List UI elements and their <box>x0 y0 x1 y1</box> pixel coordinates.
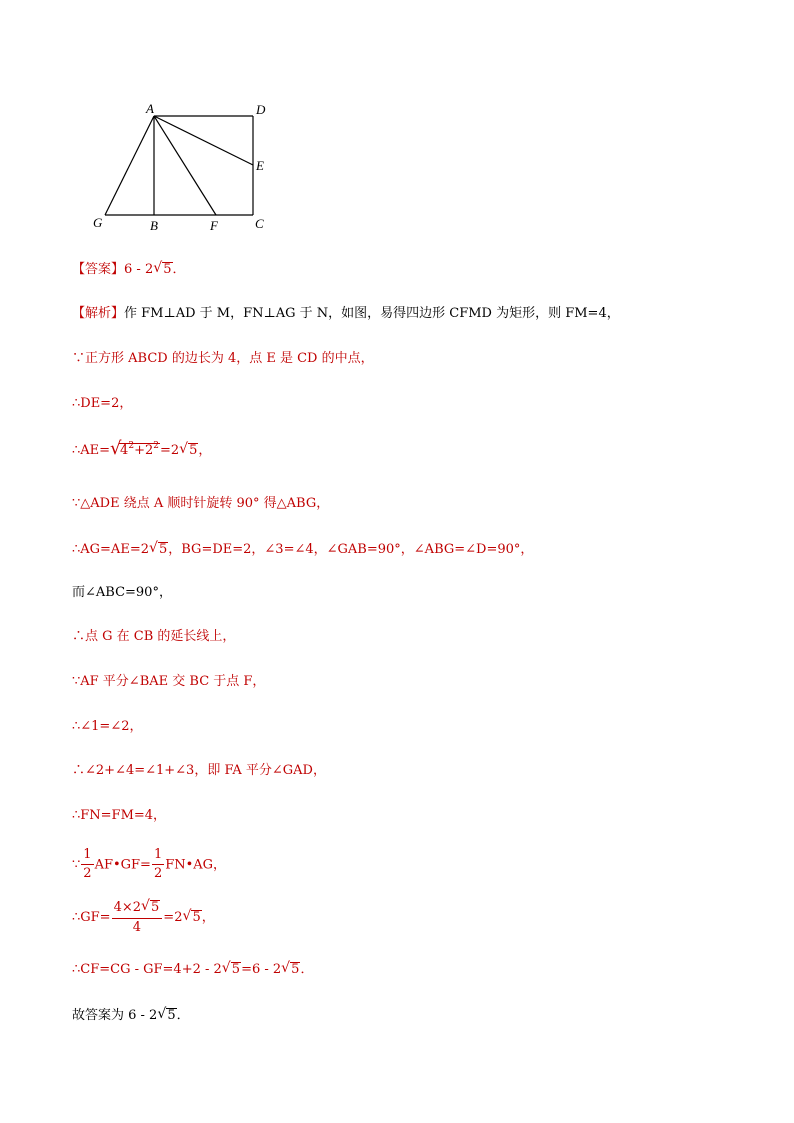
analysis-tag: 【解析】 <box>72 306 125 321</box>
solution-line-15: 故答案为 6 - 2 √ 5． <box>72 1006 190 1023</box>
solution-line-7: ∴点 G 在 CB 的延长线上， <box>72 629 236 644</box>
analysis-text: 作 FM⊥AD 于 M，FN⊥AG 于 N，如图，易得四边形 CFMD 为矩形，则 FM=4， <box>124 306 620 321</box>
label-f: F <box>210 218 218 233</box>
analysis-line <box>72 307 620 320</box>
solution-line-13: ∴GF= 4×2 √ 5 4 =2 √ 5， <box>72 898 215 935</box>
answer-line: 【答案】6 - 2 √ 5． <box>72 260 186 277</box>
label-g: G <box>93 215 103 230</box>
solution-line-11: ∴FN=FM=4， <box>72 808 167 823</box>
label-e: E <box>256 158 264 173</box>
solution-line-2: ∴DE=2， <box>72 396 133 411</box>
solution-line-4: ∵△ADE 绕点 A 顺时针旋转 90° 得△ABG， <box>72 496 330 511</box>
solution-line-5: ∴AG=AE=2 √ 5，BG=DE=2，∠3=∠4，∠GAB=90°，∠ABG=∠D=90°， <box>72 540 534 557</box>
solution-line-1: ∵正方形 ABCD 的边长为 4，点 E 是 CD 的中点， <box>72 351 374 366</box>
solution-line-9: ∴∠1=∠2， <box>72 719 143 734</box>
solution-line-12: ∵ $\frac{1}{2}$ AF•GF= $\frac{1}{2}$ FN•AG， <box>72 847 227 882</box>
geometry-figure <box>88 98 278 238</box>
answer-tag: 【答案】 <box>72 262 125 277</box>
answer-sqrt: √ 5 <box>153 260 172 277</box>
solution-line-6: 而∠ABC=90°， <box>72 585 172 600</box>
solution-line-10: ∴∠2+∠4=∠1+∠3，即 FA 平分∠GAD， <box>72 763 326 778</box>
solution-line-8: ∵AF 平分∠BAE 交 BC 于点 F， <box>72 674 266 689</box>
label-c: C <box>255 216 264 231</box>
label-d: D <box>256 102 266 117</box>
answer-text: 6 - 2 <box>124 262 154 277</box>
segment-ag <box>105 116 154 215</box>
label-b: B <box>150 218 158 233</box>
solution-line-3: ∴AE= √ $4^2+2^2=2$ √ 5， <box>72 438 212 459</box>
label-a: A <box>146 101 154 116</box>
solution-line-14: ∴CF=CG - GF=4+2 - 2 √ 5=6 - 2 √ 5． <box>72 960 314 977</box>
